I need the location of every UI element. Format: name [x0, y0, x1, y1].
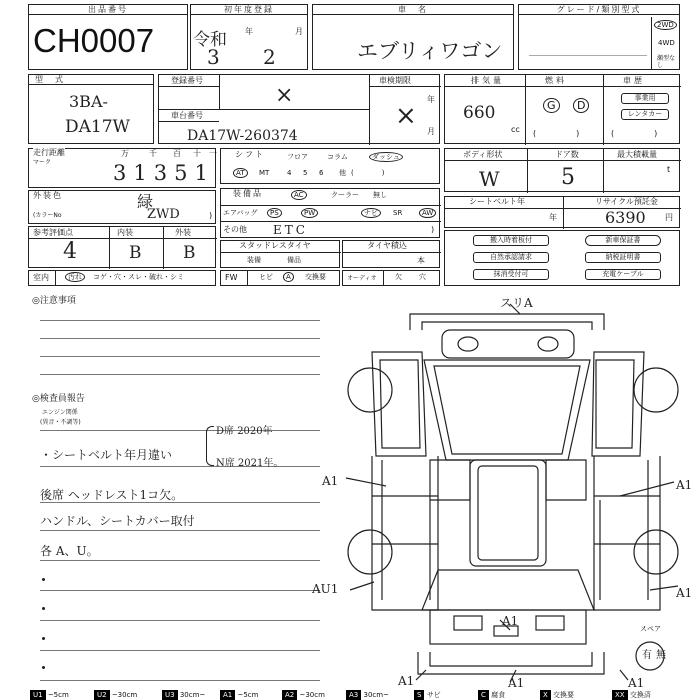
model-value-1: 3BA-	[69, 92, 108, 111]
model-label: 型 式	[29, 75, 153, 85]
history-commercial: 事業用	[621, 93, 669, 104]
interior-value: B	[129, 243, 142, 263]
model-box	[28, 74, 154, 144]
mileage-ichi: 一	[209, 149, 217, 158]
recycle-unit: 円	[665, 213, 673, 222]
audio-box	[342, 270, 440, 286]
car-name-value: エブリィワゴン	[357, 39, 503, 63]
first-reg-month-suffix: 月	[295, 27, 303, 36]
shift-label: シフト	[235, 150, 265, 159]
doc-cancel: 抹消受付可	[473, 269, 549, 280]
load-unit: t	[667, 165, 671, 174]
first-reg-year-suffix: 年	[245, 27, 253, 36]
spec-box	[444, 74, 680, 144]
inspection-month: 月	[427, 127, 435, 136]
report-brace-bottom: N席 2021年。	[216, 458, 284, 469]
mileage-hyaku: 百	[173, 149, 181, 158]
report-engine-sub: (異音・不調等)	[40, 419, 81, 426]
grade-none: 瀬型なし	[657, 55, 676, 69]
report-brace	[206, 426, 214, 466]
mark-rear-bumper-left: A1	[398, 674, 415, 688]
shift-mt: MT	[259, 169, 270, 177]
mileage-label: 走行距離	[33, 148, 65, 157]
shift-5: 5	[303, 169, 308, 177]
studless-box	[220, 240, 340, 268]
first-reg-era: 令和	[193, 30, 227, 50]
shift-floor: フロア	[287, 153, 308, 161]
body-label: ボディ形状	[463, 150, 503, 159]
belt-label: シートベルト年	[469, 197, 525, 206]
mileage-mark: マーク	[33, 159, 52, 166]
equipment-box	[220, 188, 440, 238]
car-name-box	[312, 4, 514, 70]
color-box: 外装色 緑 (カラーNo ZWD )	[28, 190, 216, 224]
first-reg-label: 初年度登録	[191, 5, 307, 15]
grade-4wd: 4WD	[658, 39, 675, 47]
mileage-juu: 十	[193, 149, 201, 158]
legend-u3: U3 30cm~	[162, 690, 205, 700]
tire-box	[342, 240, 440, 268]
spare-yes: 有	[642, 650, 652, 661]
fw-a: A	[283, 273, 294, 282]
fw-crack: ヒビ	[259, 273, 273, 281]
legend-u1: U1 ~5cm	[30, 690, 69, 700]
shift-4: 4	[287, 169, 292, 177]
legend-a2: A2 ~30cm	[282, 690, 325, 700]
car-name-label: 車 名	[313, 5, 513, 15]
displacement-value: 660	[463, 103, 496, 123]
shift-other-paren: ( )	[351, 169, 385, 177]
displacement-unit: cc	[511, 125, 520, 134]
mark-left-front: A1	[322, 474, 339, 488]
lot-box	[28, 4, 188, 70]
displacement-label: 排気量	[471, 76, 504, 85]
spare-label: スペア	[640, 625, 661, 633]
legend-a1: A1 ~5cm	[220, 690, 258, 700]
load-label: 最大積載量	[617, 150, 657, 159]
exterior-label: 外装	[175, 228, 191, 237]
mark-front: スリA	[500, 296, 533, 310]
grades-box	[28, 226, 216, 268]
equip-ps: PS	[267, 209, 282, 218]
reg-no-label: 登録番号	[171, 76, 203, 85]
lot-number: CH0007	[33, 22, 155, 59]
belt-unit: 年	[549, 213, 557, 222]
fw-replace: 交換要	[305, 273, 326, 281]
color-sub-value: ZWD	[147, 207, 180, 222]
audio-missing: 欠	[395, 273, 402, 281]
legend-u2: U2 ~30cm	[94, 690, 137, 700]
inspection-year: 年	[427, 95, 435, 104]
shift-at: AT	[233, 169, 248, 178]
equip-cooler: クーラー	[331, 191, 359, 199]
doc-warranty: 新車保証書	[585, 235, 661, 246]
report-line-3: ハンドル、シートカバー取付	[40, 514, 195, 528]
color-sub-label: (カラーNo	[33, 212, 62, 219]
exterior-value: B	[183, 243, 196, 263]
interior-label: 内装	[117, 228, 133, 237]
legend-x: X 交換要	[540, 690, 574, 700]
grades-label: 参考評価点	[33, 228, 73, 237]
audio-hole: 穴	[419, 273, 426, 281]
interior-cond-label: 室内	[33, 273, 49, 282]
equip-pw: PW	[301, 209, 318, 218]
shift-column: コラム	[327, 153, 348, 161]
legend-xx: XX 交換済	[612, 690, 651, 700]
mark-left-rear: AU1	[312, 582, 339, 596]
legend-a3: A3 30cm~	[346, 690, 389, 700]
equip-other-label: その他	[223, 225, 247, 234]
body-value: W	[479, 167, 500, 191]
equip-navi: ナビ	[361, 209, 381, 218]
lot-label: 出品番号	[29, 5, 187, 15]
studless-spare: 備品	[287, 256, 301, 264]
first-reg-box	[190, 4, 308, 70]
inspection-value: ×	[395, 101, 417, 131]
grades-value: 4	[63, 239, 77, 264]
interior-other: コゲ・穴・スレ・破れ・シミ	[93, 273, 184, 281]
mark-rear-panel: A1	[502, 614, 519, 628]
shift-other: 他	[339, 169, 346, 177]
recycle-label: リサイクル預託金	[595, 197, 658, 206]
mileage-value: 31351	[113, 161, 215, 185]
report-line-4: 各 A、U。	[40, 544, 99, 558]
doc-cable: 充電ケーブル	[585, 269, 661, 280]
fuel-label: 燃料	[545, 76, 567, 85]
mark-rear-bumper-mid: A1	[508, 676, 525, 690]
grade-label: グレード/類別型式	[519, 5, 679, 15]
history-rental: レンタカー	[621, 109, 669, 120]
shift-box	[220, 148, 440, 184]
mileage-box	[28, 148, 216, 188]
equip-other-value: ETC	[273, 223, 308, 237]
history-label: 車歴	[623, 76, 645, 85]
fuel-g: G	[543, 101, 560, 110]
report-label: ◎検査員報告	[32, 394, 85, 404]
equip-aw: AW	[419, 209, 436, 218]
studless-equip: 装備	[247, 256, 261, 264]
equip-sr: SR	[393, 209, 403, 217]
history-paren: ( )	[611, 129, 658, 138]
first-reg-month: 2	[263, 45, 276, 69]
mark-rear-bumper-right: A1	[628, 676, 645, 690]
report-engine-label: エンジン関係	[42, 409, 78, 416]
docs-box	[444, 230, 680, 286]
first-reg-year: 3	[207, 45, 220, 69]
chassis-label: 車台番号	[171, 111, 203, 120]
report-brace-top: D席 2020年	[216, 426, 273, 437]
report-line-2: 後席 ヘッドレスト1コ欠。	[40, 488, 184, 502]
mark-right-rear: A1	[676, 586, 693, 600]
grade-box	[518, 4, 680, 70]
fuel-d: D	[573, 101, 589, 110]
equip-other-close: )	[431, 225, 435, 234]
reg-no-value: ×	[275, 83, 294, 108]
doc-carry-in: 搬入時着板付	[473, 235, 549, 246]
mark-right-front: A1	[676, 478, 693, 492]
studless-label: スタッドレスタイヤ	[239, 241, 311, 250]
interior-dirty: 汚れ	[65, 273, 85, 282]
spare-no: 無	[656, 650, 666, 661]
doc-approval: 自然承認請求	[473, 252, 549, 263]
audio-label: オーディオ	[347, 275, 377, 282]
equip-ac: AC	[291, 191, 307, 200]
doors-value: 5	[561, 165, 575, 190]
belt-box	[444, 196, 680, 228]
mileage-man: 万	[121, 149, 129, 158]
equipment-label: 装備品	[233, 189, 263, 198]
tire-unit: 本	[417, 256, 425, 265]
chassis-value: DA17W-260374	[187, 128, 298, 144]
body-box	[444, 148, 680, 192]
tire-label: タイヤ積込	[367, 241, 407, 250]
legend-c: C 腐食	[478, 690, 505, 700]
recycle-value: 6390	[605, 208, 646, 227]
inspection-label: 車検期限	[379, 76, 411, 85]
mileage-sen: 千	[149, 149, 157, 158]
color-value: 緑	[137, 192, 154, 211]
doors-label: ドア数	[555, 150, 579, 159]
grade-2wd: 2WD	[654, 21, 677, 30]
shift-6: 6	[319, 169, 324, 177]
reg-chassis-box	[158, 74, 440, 144]
notes-label: ◎注意事項	[32, 296, 76, 306]
color-label: 外装色	[33, 191, 63, 200]
equip-none: 無し	[373, 191, 387, 199]
fuel-paren: ( )	[533, 129, 580, 138]
fw-box	[220, 270, 340, 286]
doc-tax: 納税証明書	[585, 252, 661, 263]
equip-airbag: エアバッグ	[223, 209, 258, 217]
interior-cond-box	[28, 270, 216, 286]
legend-s: S サビ	[414, 690, 441, 700]
fw-label: FW	[225, 273, 238, 282]
model-value-2: DA17W	[65, 117, 131, 137]
shift-dash: ダッシュ	[369, 153, 403, 162]
report-line-1: ・シートベルト年月違い	[40, 448, 173, 462]
